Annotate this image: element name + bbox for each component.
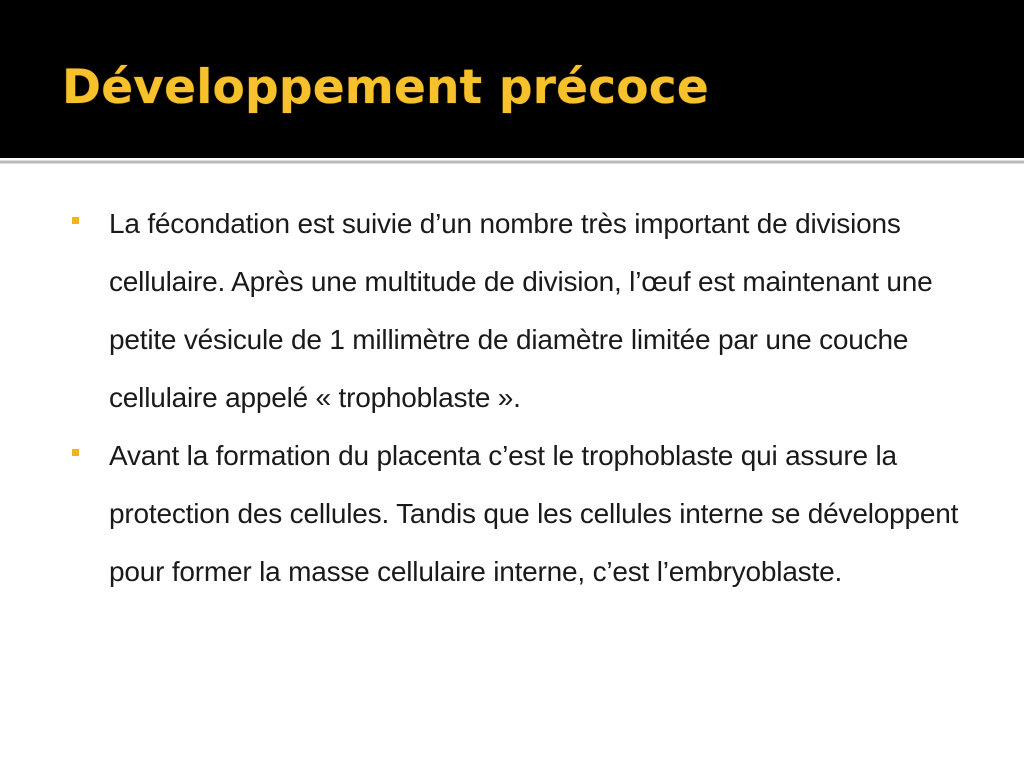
- bullet-list: [70, 195, 990, 601]
- bullet-item: [70, 195, 990, 427]
- bullet-text: La fécondation est suivie d’un nombre très important de divisions cellulaire. Après une multitude de division, l’œuf est maintenant une petite vésicule de 1 millimètre de diamètre limitée par une couche cellulaire appelé « trophoblaste ».: [109, 208, 933, 413]
- title-band: [0, 0, 1024, 158]
- slide-content: [0, 165, 1024, 768]
- title-divider: [0, 158, 1024, 165]
- square-bullet-icon: [72, 449, 79, 456]
- square-bullet-icon: [72, 217, 79, 224]
- bullet-text: Avant la formation du placenta c’est le trophoblaste qui assure la protection des cellules. Tandis que les cellules interne se développent pour former la masse cellulaire interne, c’est l’embryoblaste.: [109, 440, 959, 587]
- bullet-item: [70, 427, 990, 601]
- slide-title: Développement précoce: [62, 60, 709, 115]
